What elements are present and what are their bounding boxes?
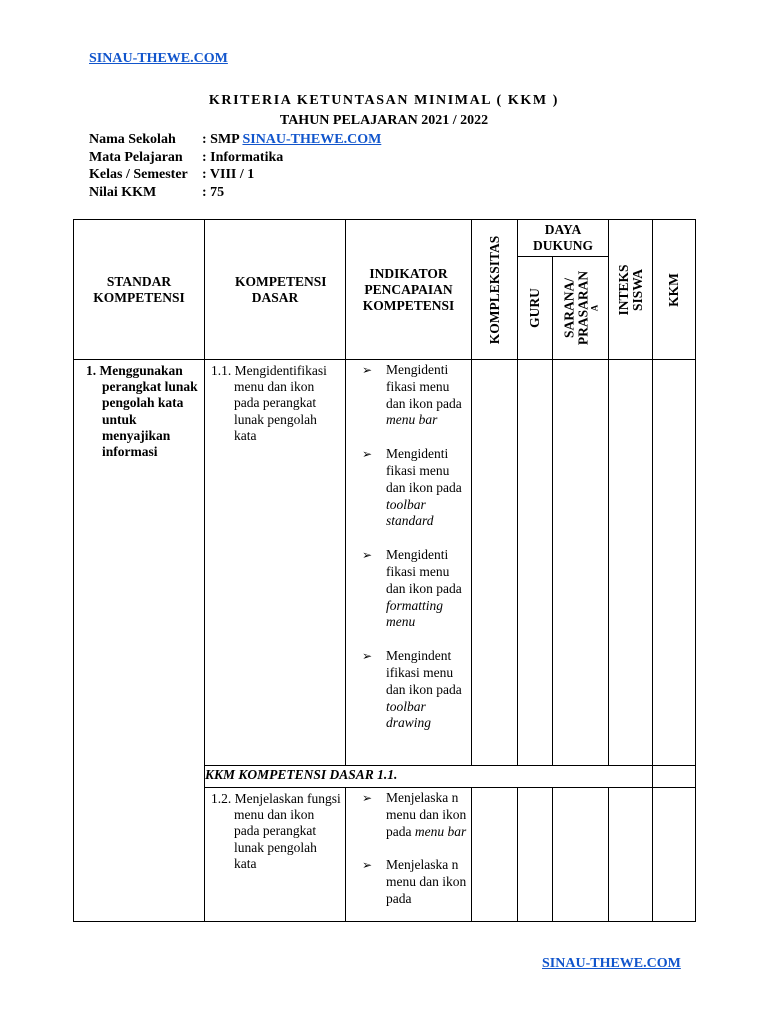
- header-indikator-text: INDIKATOR PENCAPAIAN KOMPETENSI: [362, 265, 455, 313]
- indicator-italic: toolbar standard: [386, 496, 434, 529]
- indicator-item: [362, 857, 467, 907]
- indicator-text: Menjelaska n menu dan ikon pada: [386, 857, 467, 906]
- header-intensitas-text: [617, 264, 645, 315]
- header-sarana-text: [562, 271, 599, 345]
- info-row-kkm: [89, 184, 381, 202]
- arrow-bullet-icon: ➢: [362, 858, 373, 873]
- indicator-text: Menjelaska n menu dan ikon pada: [386, 790, 467, 839]
- cell-intensitas: [609, 360, 653, 766]
- header-standar: [74, 220, 205, 360]
- kkm-table: [73, 219, 696, 922]
- header-sarana-line2: PRASARAN: [575, 270, 590, 346]
- indicator-text: Mengidenti fikasi menu dan ikon pada: [386, 362, 462, 411]
- indicator-italic: menu bar: [414, 823, 467, 839]
- cell-kkm-kd-1-1: [653, 766, 696, 788]
- school-link[interactable]: SINAU-THEWE.COM: [242, 132, 382, 147]
- arrow-bullet-icon: ➢: [362, 447, 373, 462]
- indicator-text: Mengindent ifikasi menu dan ikon pada: [386, 648, 462, 697]
- indikator-1-1: [346, 360, 472, 766]
- subject-value: : Informatika: [202, 149, 284, 165]
- class-label: Kelas / Semester: [89, 167, 188, 183]
- cell-intensitas: [609, 788, 653, 922]
- arrow-bullet-icon: ➢: [362, 548, 373, 563]
- header-intensitas-line2: SISWA: [629, 268, 645, 311]
- kd-1-2-number: 1.2.: [211, 791, 232, 806]
- indicator-item: [362, 790, 467, 840]
- document-subtitle: TAHUN PELAJARAN 2021 / 2022: [279, 113, 489, 128]
- kkm-kd-1-1-text: KKM KOMPETENSI DASAR 1.1.: [205, 767, 398, 782]
- header-sarana-line3: A: [589, 304, 599, 312]
- class-value: : VIII / 1: [202, 167, 255, 183]
- cell-kkm: [653, 360, 696, 766]
- kd-1-1-text: [211, 363, 341, 444]
- info-row-class: [89, 166, 381, 184]
- kd-1-2-desc: Menjelaskan fungsi menu dan ikon pada perangkat lunak pengolah kata: [234, 791, 341, 871]
- header-kompleksitas: [472, 220, 518, 360]
- info-row-subject: [89, 149, 381, 167]
- indicator-item: [362, 446, 467, 530]
- subject-label: Mata Pelajaran: [89, 149, 183, 165]
- header-sarana-line1: SARANA/: [561, 278, 576, 339]
- indikator-1-2: [346, 788, 472, 922]
- cell-guru: [518, 788, 553, 922]
- indicator-text: Mengidenti fikasi menu dan ikon pada: [386, 547, 462, 596]
- header-kompleksitas-text: KOMPLEKSITAS: [486, 235, 502, 344]
- school-label: Nama Sekolah: [89, 132, 176, 147]
- sk-text: Menggunakan perangkat lunak pengolah kata untuk menyajikan informasi: [99, 363, 198, 460]
- cell-sarana: [553, 360, 609, 766]
- indicator-item: [362, 547, 467, 631]
- standar-kompetensi-1-text: [80, 363, 200, 460]
- header-kkm: [653, 220, 696, 360]
- info-row-school: [89, 131, 381, 149]
- header-indikator: [346, 220, 472, 360]
- arrow-bullet-icon: ➢: [362, 649, 373, 664]
- indicator-italic: formatting menu: [386, 597, 444, 630]
- school-info: [89, 131, 381, 201]
- indicator-item: [362, 362, 467, 429]
- indicator-item: [362, 648, 467, 732]
- kkm-kd-1-1-label: [205, 766, 653, 788]
- document-title: KRITERIA KETUNTASAN MINIMAL ( KKM ): [208, 93, 560, 108]
- header-standar-text: STANDAR KOMPETENSI: [93, 273, 185, 305]
- kd-1-1-desc: Mengidentifikasi menu dan ikon pada perangkat lunak pengolah kata: [234, 363, 327, 443]
- header-guru: [518, 257, 553, 360]
- kompetensi-dasar-1-1: [205, 360, 346, 766]
- header-kompetensi-text: KOMPETENSI DASAR: [235, 273, 327, 305]
- sk-number: 1.: [86, 363, 97, 378]
- header-guru-text: GURU: [527, 288, 542, 328]
- arrow-bullet-icon: ➢: [362, 363, 373, 377]
- standar-kompetensi-1: [74, 360, 205, 922]
- cell-kkm: [653, 788, 696, 922]
- header-intensitas-line1: INTEKS: [615, 263, 631, 316]
- header-kompetensi: [205, 220, 346, 360]
- kkm-value: : 75: [202, 184, 225, 200]
- indicator-italic: menu bar: [386, 412, 438, 428]
- header-daya-dukung: [518, 220, 609, 257]
- kompetensi-dasar-1-2: [205, 788, 346, 922]
- cell-kompleksitas: [472, 788, 518, 922]
- kkm-label: Nilai KKM: [89, 184, 157, 200]
- arrow-bullet-icon: ➢: [362, 791, 373, 805]
- site-link-top[interactable]: SINAU-THEWE.COM: [89, 51, 228, 66]
- cell-sarana: [553, 788, 609, 922]
- site-link-bottom[interactable]: SINAU-THEWE.COM: [542, 956, 681, 971]
- header-intensitas: [609, 220, 653, 360]
- kd-1-2-text: [211, 791, 341, 872]
- header-sarana: [553, 257, 609, 360]
- cell-guru: [518, 360, 553, 766]
- cell-kompleksitas: [472, 360, 518, 766]
- kd-1-1-number: 1.1.: [211, 363, 232, 378]
- indicator-text: Mengidenti fikasi menu dan ikon pada: [386, 446, 462, 495]
- indicator-italic: toolbar drawing: [386, 698, 432, 731]
- header-daya-dukung-text: DAYA DUKUNG: [533, 222, 593, 253]
- school-prefix: : SMP: [202, 132, 243, 147]
- header-kkm-text: KKM: [666, 272, 681, 307]
